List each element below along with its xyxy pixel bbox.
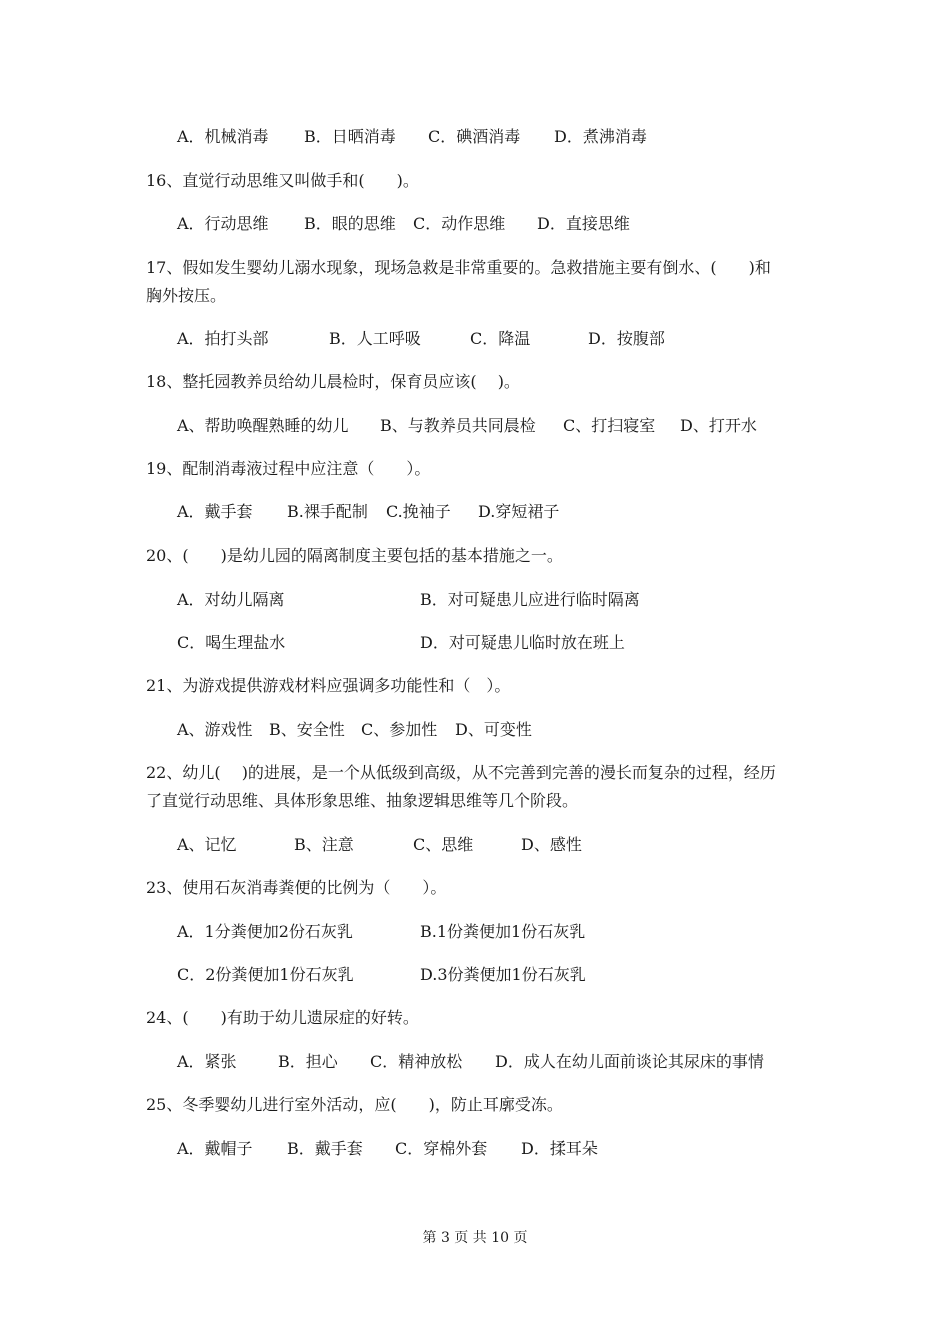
q19-option-b: B.裸手配制: [287, 502, 368, 521]
q15-option-a: A．机械消毒: [177, 127, 269, 146]
q21-option-b: B、安全性: [269, 720, 345, 739]
q15-option-c: C．碘酒消毒: [428, 127, 521, 146]
q18-option-d: D、打开水: [680, 416, 757, 435]
q16-option-a: A．行动思维: [177, 214, 269, 233]
q17-stem-line1: 17、假如发生婴幼儿溺水现象，现场急救是非常重要的。急救措施主要有倒水、( )和: [146, 258, 771, 277]
q24-option-d: D．成人在幼儿面前谈论其尿床的事情: [495, 1052, 764, 1071]
q17-stem-line2: 胸外按压。: [146, 286, 227, 305]
q21-option-d: D、可变性: [455, 720, 532, 739]
q22-option-c: C、思维: [413, 835, 474, 854]
q24-stem: 24、( )有助于幼儿遗尿症的好转。: [146, 1008, 419, 1027]
q16-option-c: C．动作思维: [413, 214, 506, 233]
q22-option-a: A、记忆: [177, 835, 237, 854]
q21-stem: 21、为游戏提供游戏材料应强调多功能性和（ ）。: [146, 676, 511, 695]
q19-option-a: A．戴手套: [177, 502, 253, 521]
page-footer: 第 3 页 共 10 页: [422, 1230, 528, 1246]
q17-option-b: B．人工呼吸: [329, 329, 421, 348]
q16-option-d: D．直接思维: [537, 214, 630, 233]
q19-stem: 19、配制消毒液过程中应注意（ ）。: [146, 459, 431, 478]
q23-option-a: A．1分粪便加2份石灰乳: [177, 922, 353, 941]
q16-option-b: B．眼的思维: [304, 214, 396, 233]
q16-stem: 16、直觉行动思维又叫做手和( )。: [146, 171, 419, 190]
q18-option-c: C、打扫寝室: [563, 416, 656, 435]
q17-option-a: A．拍打头部: [177, 329, 269, 348]
q23-option-d: D.3份粪便加1份石灰乳: [420, 965, 586, 984]
q25-option-a: A．戴帽子: [177, 1139, 253, 1158]
q18-option-b: B、与教养员共同晨检: [380, 416, 536, 435]
q20-option-c: C．喝生理盐水: [177, 633, 286, 652]
q22-option-b: B、注意: [294, 835, 354, 854]
q23-option-c: C．2份粪便加1份石灰乳: [177, 965, 354, 984]
q21-option-c: C、参加性: [361, 720, 438, 739]
q23-option-b: B.1份粪便加1份石灰乳: [420, 922, 586, 941]
q20-option-b: B．对可疑患儿应进行临时隔离: [420, 590, 640, 609]
q25-option-c: C．穿棉外套: [395, 1139, 488, 1158]
q25-option-d: D．揉耳朵: [521, 1139, 598, 1158]
q19-option-d: D.穿短裙子: [478, 502, 560, 521]
q20-option-d: D．对可疑患儿临时放在班上: [420, 633, 625, 652]
q17-option-c: C．降温: [470, 329, 531, 348]
q18-option-a: A、帮助唤醒熟睡的幼儿: [177, 416, 349, 435]
q15-option-b: B．日晒消毒: [304, 127, 396, 146]
q19-option-c: C.挽袖子: [386, 502, 451, 521]
q22-stem-line2: 了直觉行动思维、具体形象思维、抽象逻辑思维等几个阶段。: [146, 791, 579, 810]
q17-option-d: D．按腹部: [588, 329, 665, 348]
q20-stem: 20、( )是幼儿园的隔离制度主要包括的基本措施之一。: [146, 546, 563, 565]
q22-option-d: D、感性: [521, 835, 582, 854]
q23-stem: 23、使用石灰消毒粪便的比例为（ ）。: [146, 878, 447, 897]
q24-option-a: A．紧张: [177, 1052, 237, 1071]
q18-stem: 18、整托园教养员给幼儿晨检时，保育员应该( )。: [146, 372, 520, 391]
q20-option-a: A．对幼儿隔离: [177, 590, 285, 609]
q24-option-b: B．担心: [278, 1052, 338, 1071]
q21-option-a: A、游戏性: [177, 720, 253, 739]
q25-option-b: B．戴手套: [287, 1139, 363, 1158]
q22-stem-line1: 22、幼儿( )的进展，是一个从低级到高级，从不完善到完善的漫长而复杂的过程，经历: [146, 763, 776, 782]
q25-stem: 25、冬季婴幼儿进行室外活动，应( )，防止耳廓受冻。: [146, 1095, 563, 1114]
q24-option-c: C．精神放松: [370, 1052, 463, 1071]
q15-option-d: D．煮沸消毒: [554, 127, 647, 146]
